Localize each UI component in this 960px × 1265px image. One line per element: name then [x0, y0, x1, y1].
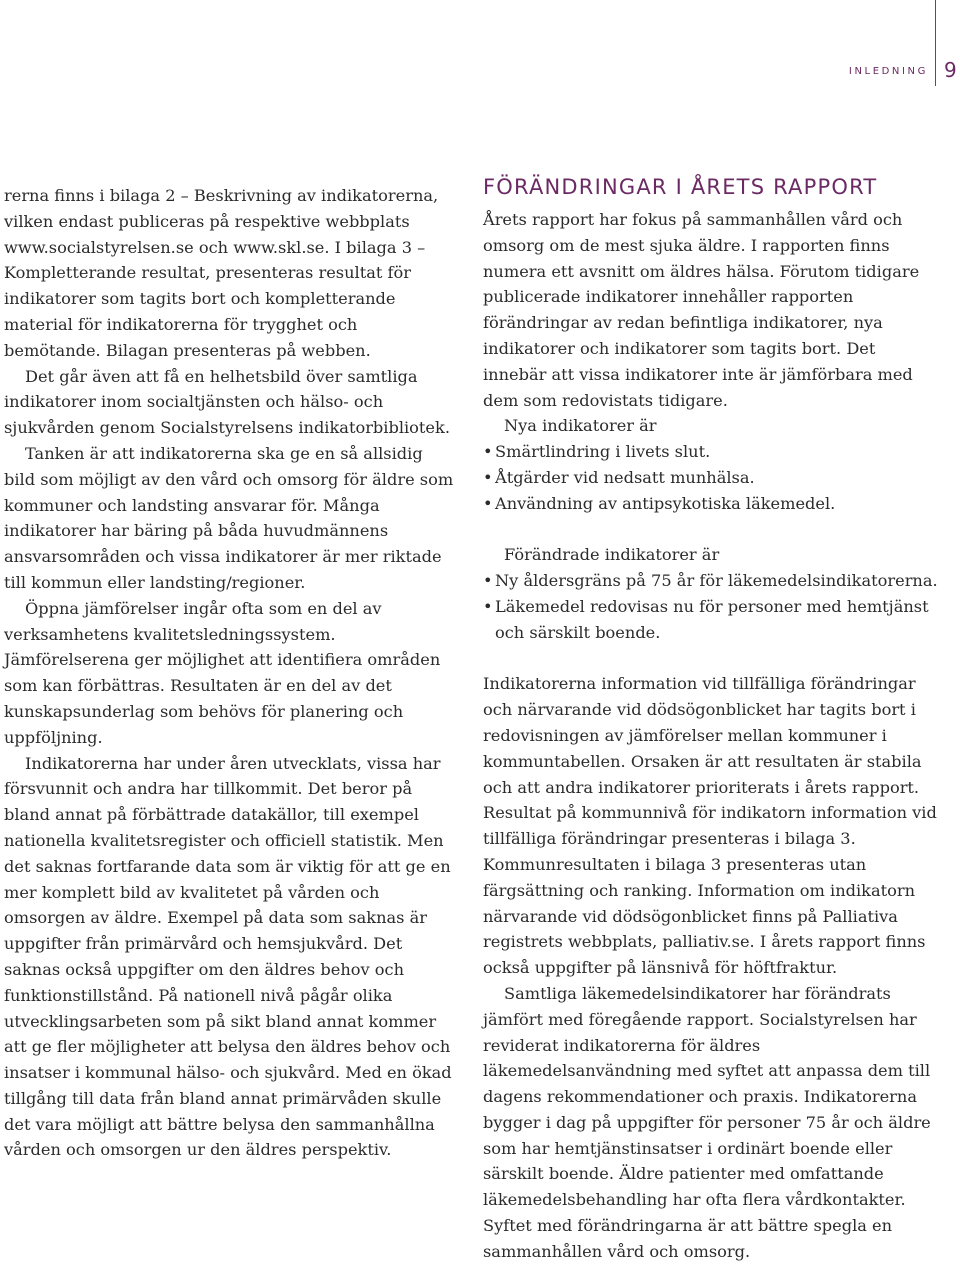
right-column [483, 174, 943, 1265]
changed-indicators-label: Förändrade indikatorer är [504, 545, 720, 565]
list-item: • Användning av antipsykotiska läkemedel. [483, 491, 943, 517]
page-number: 9 [944, 58, 957, 82]
list-item: • Åtgärder vid nedsatt munhälsa. [483, 465, 943, 491]
list-item: • Läkemedel redovisas nu för personer med hemtjänst och särskilt boende. [483, 594, 943, 646]
header-divider [935, 0, 936, 86]
changed-indicators-list [483, 568, 943, 645]
new-indicators-list [483, 439, 943, 516]
paragraph: Indikatorerna har under åren utvecklats, vissa har försvunnit och andra har tillkommit. Det beror på bland annat på förbättrade datakällor, till exempel nationella kvalitetsregister och officiell statistik. Men det saknas fortfarande data som är viktig för att ge en mer komplett bild av kvalitetet på vården och omsorgen av äldre. Exempel på data som saknas är uppgifter från primärvård och hemsjukvård. Det saknas också uppgifter om den äldres behov och funktionstillstånd. På nationell nivå pågår olika utvecklingsarbeten som på sikt bland annat kommer att ge fler möjligheter att belysa den äldres behov och insatser i kommunal hälso- och sjukvård. Med en ökad tillgång till data från bland annat primärvåden skulle det vara möjligt att bättre belysa den sammanhållna vården och omsorgen ur den äldres perspektiv. [4, 753, 452, 1160]
paragraph: Det går även att få en helhetsbild över samtliga indikatorer inom socialtjänsten och hälso- och sjukvården genom Socialstyrelsens indikatorbibliotek. [4, 366, 450, 438]
left-column [4, 183, 456, 1163]
intro-paragraph: Årets rapport har fokus på sammanhållen vård och omsorg om de mest sjuka äldre. I rapporten finns numera ett avsnitt om äldres hälsa. Förutom tidigare publicerade indikatorer innehåller rapporten förändringar av redan befintliga indikatorer, nya indikatorer och indikatorer som tagits bort. Det innebär att vissa indikatorer inte är jämförbara med dem som redovistats tidigare. [483, 210, 920, 410]
paragraph: Indikatorerna information vid tillfälliga förändringar och närvarande vid dödsögonblicket har tagits bort i redovisningen av jämförelser mellan kommuner i kommuntabellen. Orsaken är att resultaten är stabila och att andra indikatorer prioriterats i årets rapport. Resultat på kommunnivå för indikatorn information vid tillfälliga förändringar presenteras i bilaga 3. Kommunresultaten i bilaga 3 presenteras utan färgsättning och ranking. Information om indikatorn närvarande vid dödsögonblicket finns på Palliativa registrets webbplats, palliativ.se. I årets rapport finns också uppgifter på länsnivå för höftfraktur. [483, 674, 937, 978]
new-indicators-label: Nya indikatorer är [504, 416, 657, 436]
paragraph: Samtliga läkemedelsindikatorer har förändrats jämfört med föregående rapport. Socialstyrelsen har reviderat indikatorerna för äldres läkemedelsanvändning med syftet att anpassa dem till dagens rekommendationer och praxis. Indikatorerna bygger i dag på uppgifter för personer 75 år och äldre som har hemtjänstinsatser i ordinärt boende eller särskilt boende. Äldre patienter med omfattande läkemedelsbehandling har ofta flera vårdkontakter. Syftet med förändringarna är att bättre spegla en sammanhållen vård och omsorg. [483, 983, 931, 1261]
section-label: INLEDNING [848, 66, 928, 77]
list-item: • Ny åldersgräns på 75 år för läkemedelsindikatorerna. [483, 568, 943, 594]
section-heading: FÖRÄNDRINGAR I ÅRETS RAPPORT [483, 175, 878, 199]
paragraph: Öppna jämförelser ingår ofta som en del av verksamhetens kvalitetsledningssystem. Jämförelserena ger möjlighet att identifiera områden som kan förbättras. Resultaten är en del av det kunskapsunderlag som behövs för planering och uppföljning. [4, 598, 441, 747]
list-item: • Smärtlindring i livets slut. [483, 439, 943, 465]
paragraph: rerna finns i bilaga 2 – Beskrivning av indikatorerna, vilken endast publiceras på respektive webbplats www.socialstyrelsen.se och www.skl.se. I bilaga 3 – Kompletterande resultat, presenteras resultat för indikatorer som tagits bort och kompletterande material för indikatorerna för trygghet och bemötande. Bilagan presenteras på webben. [4, 186, 439, 360]
paragraph: Tanken är att indikatorerna ska ge en så allsidig bild som möjligt av den vård och omsorg för äldre som kommuner och landsting ansvarar för. Många indikatorer har bäring på båda huvudmännens ansvarsområden och vissa indikatorer är mer riktade till kommun eller landsting/regioner. [4, 443, 454, 592]
